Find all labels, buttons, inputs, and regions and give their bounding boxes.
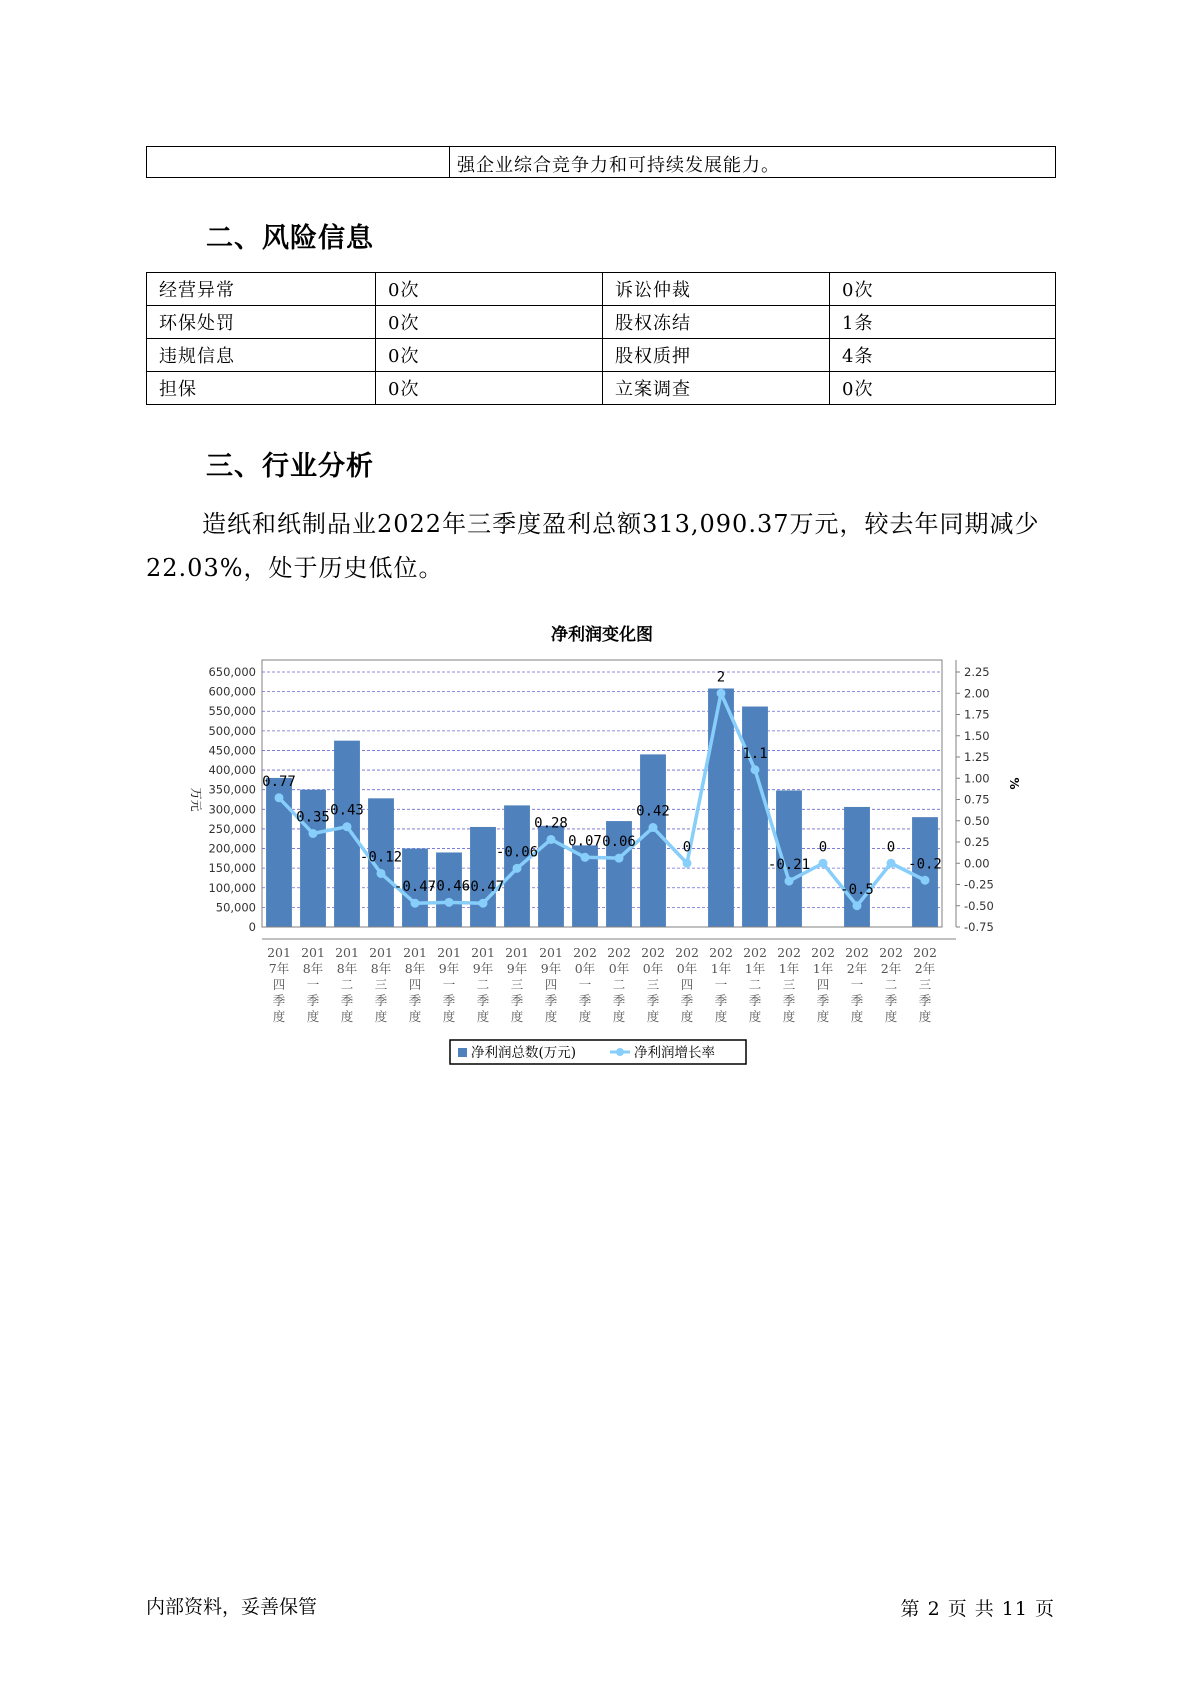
x-tick-label: 201 xyxy=(301,945,325,960)
bar xyxy=(640,754,666,927)
x-tick-label: 季 xyxy=(646,993,660,1008)
x-tick-label: 度 xyxy=(918,1009,932,1024)
growth-point xyxy=(921,876,930,885)
y-tick-label: 150,000 xyxy=(208,861,256,876)
y-tick-label: 0 xyxy=(248,920,256,934)
industry-paragraph: 造纸和纸制品业2022年三季度盈利总额313,090.37万元，较去年同期减少22.03%，处于历史低位。 xyxy=(146,510,1040,582)
y-tick-label: 300,000 xyxy=(208,802,256,817)
table-cell: 环保处罚 xyxy=(147,306,376,339)
x-tick-label: 度 xyxy=(340,1009,354,1024)
x-tick-label: 一 xyxy=(714,977,728,992)
x-tick-label: 一 xyxy=(442,977,456,992)
x-tick-label: 度 xyxy=(816,1009,830,1024)
y2-tick-label: 0.50 xyxy=(964,813,990,828)
table-cell: 立案调查 xyxy=(603,372,830,405)
legend-label: 净利润增长率 xyxy=(634,1045,715,1061)
x-tick-label: 季 xyxy=(544,993,558,1008)
x-tick-label: 季 xyxy=(850,993,864,1008)
x-tick-label: 2年 xyxy=(914,961,936,976)
y-axis-label: 万元 xyxy=(189,787,203,812)
x-tick-label: 202 xyxy=(607,945,631,960)
y2-tick-label: 2.25 xyxy=(964,665,990,679)
x-tick-label: 度 xyxy=(850,1009,864,1024)
table-cell: 0次 xyxy=(830,372,1056,405)
x-tick-label: 二 xyxy=(340,977,354,992)
x-tick-label: 四 xyxy=(544,977,558,992)
x-tick-label: 1年 xyxy=(778,961,800,976)
risk-info-table xyxy=(146,272,1056,405)
legend-swatch-point xyxy=(616,1048,624,1056)
y-tick-label: 450,000 xyxy=(208,743,256,758)
x-tick-label: 202 xyxy=(879,945,903,960)
x-tick-label: 201 xyxy=(437,945,461,960)
x-tick-label: 二 xyxy=(476,977,490,992)
table-cell: 0次 xyxy=(830,273,1056,306)
top-table-row xyxy=(146,146,1056,178)
growth-point xyxy=(853,901,862,910)
table-cell: 股权质押 xyxy=(603,339,830,372)
x-tick-label: 201 xyxy=(369,945,393,960)
growth-point xyxy=(887,859,896,868)
x-tick-label: 四 xyxy=(680,977,694,992)
table-cell: 违规信息 xyxy=(147,339,376,372)
net-profit-chart xyxy=(180,616,1040,1076)
x-tick-label: 季 xyxy=(714,993,728,1008)
x-tick-label: 四 xyxy=(272,977,286,992)
y2-tick-label: 0.00 xyxy=(964,856,990,871)
growth-point xyxy=(683,859,692,868)
x-tick-label: 0年 xyxy=(608,961,630,976)
x-tick-label: 三 xyxy=(782,977,796,992)
growth-point xyxy=(785,877,794,886)
x-tick-label: 季 xyxy=(476,993,490,1008)
table-row xyxy=(147,306,1056,339)
growth-point xyxy=(615,854,624,863)
growth-point xyxy=(445,898,454,907)
x-tick-label: 一 xyxy=(578,977,592,992)
growth-point xyxy=(479,899,488,908)
growth-point xyxy=(377,869,386,878)
data-label: -0.5 xyxy=(840,881,874,898)
x-tick-label: 度 xyxy=(714,1009,728,1024)
x-tick-label: 度 xyxy=(476,1009,490,1024)
growth-point xyxy=(411,899,420,908)
data-label: -0.47 xyxy=(393,879,437,896)
x-tick-label: 度 xyxy=(442,1009,456,1024)
y2-tick-label: 0.75 xyxy=(964,792,990,807)
growth-point xyxy=(547,835,556,844)
y2-tick-label: 1.25 xyxy=(964,750,990,764)
table-row xyxy=(147,273,1056,306)
y2-axis-label: % xyxy=(1007,777,1021,790)
page-number: 第 2 页 共 11 页 xyxy=(900,1598,1055,1620)
x-tick-label: 季 xyxy=(816,993,830,1008)
x-tick-label: 季 xyxy=(748,993,762,1008)
table-column-divider xyxy=(449,147,450,177)
y-tick-label: 100,000 xyxy=(208,880,256,895)
data-label: -0.47 xyxy=(461,879,505,896)
x-tick-label: 202 xyxy=(811,945,835,960)
table-row xyxy=(147,339,1056,372)
data-label: -0.46 xyxy=(427,878,471,895)
bar xyxy=(742,707,768,927)
table-cell: 0次 xyxy=(376,372,603,405)
table-cell: 0次 xyxy=(376,339,603,372)
growth-point xyxy=(581,853,590,862)
data-label: 0.42 xyxy=(636,803,670,820)
legend-swatch-bar xyxy=(458,1048,467,1057)
x-tick-label: 2年 xyxy=(880,961,902,976)
x-tick-label: 201 xyxy=(335,945,359,960)
x-tick-label: 8年 xyxy=(370,961,392,976)
legend-label: 净利润总数(万元) xyxy=(471,1045,577,1061)
x-tick-label: 202 xyxy=(913,945,937,960)
x-tick-label: 201 xyxy=(471,945,495,960)
x-tick-label: 一 xyxy=(850,977,864,992)
data-label: -0.06 xyxy=(495,844,539,861)
growth-point xyxy=(343,822,352,831)
y2-tick-label: 1.00 xyxy=(964,771,990,786)
x-tick-label: 季 xyxy=(340,993,354,1008)
y2-tick-label: 2.00 xyxy=(964,686,990,701)
growth-point xyxy=(649,823,658,832)
section-title-industry: 三、行业分析 xyxy=(206,451,374,482)
growth-point xyxy=(751,765,760,774)
x-tick-label: 202 xyxy=(709,945,733,960)
x-tick-label: 202 xyxy=(743,945,767,960)
y2-tick-label: 1.75 xyxy=(964,707,990,722)
x-tick-label: 三 xyxy=(646,977,660,992)
x-tick-label: 202 xyxy=(845,945,869,960)
data-label: 0.77 xyxy=(262,773,296,790)
table-cell: 强企业综合竞争力和可持续发展能力。 xyxy=(457,155,780,176)
y-tick-label: 200,000 xyxy=(208,841,256,856)
x-tick-label: 8年 xyxy=(404,961,426,976)
data-label: -0.12 xyxy=(359,849,403,866)
x-tick-label: 2年 xyxy=(846,961,868,976)
x-tick-label: 季 xyxy=(680,993,694,1008)
y2-tick-label: 0.25 xyxy=(964,835,990,849)
data-label: -0.2 xyxy=(908,856,942,873)
x-tick-label: 0年 xyxy=(676,961,698,976)
y-tick-label: 350,000 xyxy=(208,782,256,797)
x-tick-label: 202 xyxy=(573,945,597,960)
x-tick-label: 度 xyxy=(408,1009,422,1024)
x-tick-label: 1年 xyxy=(744,961,766,976)
x-tick-label: 201 xyxy=(403,945,427,960)
x-tick-label: 季 xyxy=(612,993,626,1008)
x-tick-label: 度 xyxy=(646,1009,660,1024)
table-cell: 经营异常 xyxy=(147,273,376,306)
x-tick-label: 1年 xyxy=(710,961,732,976)
bar xyxy=(334,741,360,927)
data-label: 0.43 xyxy=(330,802,364,819)
x-tick-label: 度 xyxy=(612,1009,626,1024)
x-tick-label: 四 xyxy=(816,977,830,992)
x-tick-label: 三 xyxy=(374,977,388,992)
section-title-risk: 二、风险信息 xyxy=(206,223,374,254)
bar xyxy=(708,688,734,927)
x-tick-label: 度 xyxy=(748,1009,762,1024)
x-tick-label: 201 xyxy=(539,945,563,960)
y-tick-label: 50,000 xyxy=(215,900,256,915)
x-tick-label: 9年 xyxy=(472,961,494,976)
table-cell: 0次 xyxy=(376,273,603,306)
x-tick-label: 季 xyxy=(306,993,320,1008)
x-tick-label: 0年 xyxy=(574,961,596,976)
growth-point xyxy=(309,829,318,838)
y-tick-label: 650,000 xyxy=(208,665,256,679)
data-label: 0.07 xyxy=(568,833,602,850)
chart-title: 净利润变化图 xyxy=(551,625,653,645)
data-label: 0.28 xyxy=(534,815,568,832)
x-tick-label: 度 xyxy=(374,1009,388,1024)
x-tick-label: 1年 xyxy=(812,961,834,976)
x-tick-label: 9年 xyxy=(438,961,460,976)
x-tick-label: 201 xyxy=(267,945,291,960)
x-tick-label: 季 xyxy=(510,993,524,1008)
x-tick-label: 季 xyxy=(782,993,796,1008)
y-tick-label: 550,000 xyxy=(208,704,256,719)
x-tick-label: 季 xyxy=(272,993,286,1008)
x-tick-label: 度 xyxy=(578,1009,592,1024)
y2-tick-label: -0.50 xyxy=(964,898,994,913)
x-tick-label: 度 xyxy=(544,1009,558,1024)
growth-point xyxy=(275,793,284,802)
data-label: 1.1 xyxy=(742,745,768,762)
y-tick-label: 600,000 xyxy=(208,684,256,699)
footer-note: 内部资料，妥善保管 xyxy=(146,1596,318,1618)
x-tick-label: 9年 xyxy=(540,961,562,976)
x-tick-label: 度 xyxy=(680,1009,694,1024)
y2-tick-label: -0.25 xyxy=(964,877,994,892)
x-tick-label: 季 xyxy=(884,993,898,1008)
x-tick-label: 8年 xyxy=(336,961,358,976)
table-cell: 股权冻结 xyxy=(603,306,830,339)
table-cell: 担保 xyxy=(147,372,376,405)
table-row xyxy=(147,372,1056,405)
data-label: 0 xyxy=(818,839,828,856)
x-tick-label: 二 xyxy=(884,977,898,992)
x-tick-label: 季 xyxy=(408,993,422,1008)
data-label: 0 xyxy=(886,839,896,856)
x-tick-label: 度 xyxy=(782,1009,796,1024)
x-tick-label: 202 xyxy=(777,945,801,960)
y2-tick-label: -0.75 xyxy=(964,920,994,934)
x-tick-label: 9年 xyxy=(506,961,528,976)
x-tick-label: 202 xyxy=(641,945,665,960)
table-cell: 1条 xyxy=(830,306,1056,339)
y-tick-label: 250,000 xyxy=(208,821,256,836)
x-tick-label: 202 xyxy=(675,945,699,960)
data-label: 0.35 xyxy=(296,809,330,826)
x-tick-label: 季 xyxy=(374,993,388,1008)
bar xyxy=(470,827,496,927)
x-tick-label: 三 xyxy=(918,977,932,992)
table-cell: 4条 xyxy=(830,339,1056,372)
x-tick-label: 二 xyxy=(748,977,762,992)
growth-point xyxy=(513,864,522,873)
x-tick-label: 季 xyxy=(578,993,592,1008)
table-cell: 0次 xyxy=(376,306,603,339)
x-tick-label: 7年 xyxy=(268,961,290,976)
x-tick-label: 201 xyxy=(505,945,529,960)
x-tick-label: 三 xyxy=(510,977,524,992)
x-tick-label: 二 xyxy=(612,977,626,992)
growth-point xyxy=(819,859,828,868)
x-tick-label: 四 xyxy=(408,977,422,992)
growth-point xyxy=(717,689,726,698)
x-tick-label: 季 xyxy=(442,993,456,1008)
x-tick-label: 0年 xyxy=(642,961,664,976)
data-label: 2 xyxy=(716,669,726,686)
data-label: -0.21 xyxy=(767,857,811,874)
x-tick-label: 度 xyxy=(884,1009,898,1024)
x-tick-label: 度 xyxy=(306,1009,320,1024)
x-tick-label: 季 xyxy=(918,993,932,1008)
x-tick-label: 度 xyxy=(272,1009,286,1024)
x-tick-label: 一 xyxy=(306,977,320,992)
x-tick-label: 8年 xyxy=(302,961,324,976)
y-tick-label: 500,000 xyxy=(208,723,256,738)
y-tick-label: 400,000 xyxy=(208,763,256,778)
y2-tick-label: 1.50 xyxy=(964,728,990,743)
data-label: 0.06 xyxy=(602,834,636,851)
table-cell: 诉讼仲裁 xyxy=(603,273,830,306)
x-tick-label: 度 xyxy=(510,1009,524,1024)
data-label: 0 xyxy=(682,839,692,856)
